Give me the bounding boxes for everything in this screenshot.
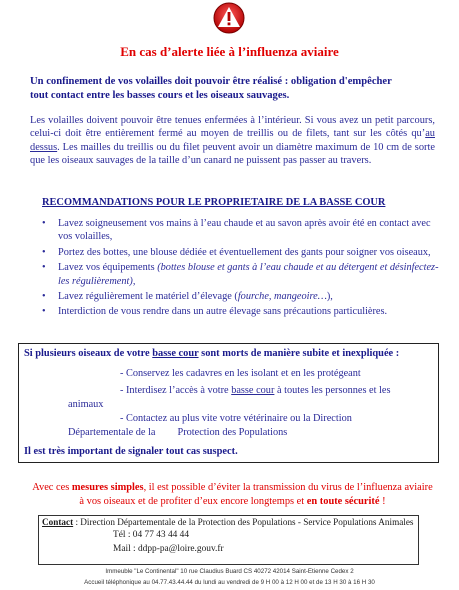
footer-hours: Accueil téléphonique au 04.77.43.44.44 du lundi au vendredi de 9 H 00 à 12 H 00 et de 13 H 30 à 16 H 30 (84, 579, 375, 586)
warning-triangle-icon (213, 2, 245, 34)
list-item: • Lavez vos équipements (bottes blouse et gants à l’eau chaude et au détergent et désinfectez-les régulièrement), (42, 262, 439, 287)
alert-box-footer: Il est très important de signaler tout cas suspect. (24, 446, 238, 457)
alert-box-title: Si plusieurs oiseaux de votre basse cour sont morts de manière subite et inexpliquée : (24, 348, 400, 359)
bullet: • (42, 306, 46, 318)
alert-item-3-continued: Départementale de la Protection des Populations (68, 427, 288, 438)
bullet: • (42, 262, 46, 274)
alert-item-2: - Interdisez l’accès à votre basse cour à toutes les personnes et les (120, 385, 391, 396)
underlined-text: au dessus (30, 128, 435, 153)
alert-item-2-continued: animaux (68, 399, 104, 410)
contact-phone: Tél : 04 77 43 44 44 (113, 530, 190, 540)
conclusion-text: Avec ces mesures simples, il est possible d’éviter la transmission du virus de l’influenza aviaire à vos oiseaux et de profiter d’eux encore longtemps et en toute sécurité ! (32, 482, 433, 507)
list-item: • Lavez régulièrement le matériel d’élevage (fourche, mangeoire…), (42, 291, 333, 303)
list-item: • Interdiction de vous rendre dans un autre élevage sans précautions particulières. (42, 306, 388, 318)
confinement-paragraph: Les volailles doivent pouvoir être tenues enfermées à l’intérieur. Si vous avez un petit parcours, celui-ci doit être entièrement fermé au moyen de treillis ou de filets, tant sur les côtés qu’au dessus. Les mailles du treillis ou du filet peuvent avoir un diamètre maximum de 10 cm de sorte que les oiseaux sauvages de la taille d’un canard ne puissent pas passer au travers. (30, 115, 435, 167)
list-item: • Lavez soigneusement vos mains à l’eau chaude et au savon après avoir été en contact avec vos volailles, (42, 218, 431, 243)
contact-org: Contact : Direction Départementale de la Protection des Populations - Service Populations Animales (42, 517, 414, 527)
recommendations-title: RECOMMANDATIONS POUR LE PROPRIETAIRE DE LA BASSE COUR (42, 197, 386, 208)
footer-address: Immeuble "Le Continental" 10 rue Claudius Buard CS 40272 42014 Saint-Etienne Cedex 2 (105, 568, 354, 575)
contact-email[interactable]: Mail : ddpp-pa@loire.gouv.fr (113, 544, 224, 554)
alert-item-1: - Conservez les cadavres en les isolant et en les protégeant (120, 368, 361, 379)
list-item: • Portez des bottes, une blouse dédiée et éventuellement des gants pour soigner vos oiseaux, (42, 246, 431, 258)
bullet: • (42, 246, 46, 258)
recommendations-list (42, 217, 442, 321)
page-title: En cas d’alerte liée à l’influenza aviaire (120, 44, 339, 59)
bullet: • (42, 218, 46, 229)
bullet: • (42, 291, 46, 303)
intro-text: Un confinement de vos volailles doit pouvoir être réalisé : obligation d'empêcher tout contact entre les basses cours et les oiseaux sauvages. (30, 76, 392, 101)
alert-item-3: - Contactez au plus vite votre vétérinaire ou la Direction (120, 413, 352, 424)
